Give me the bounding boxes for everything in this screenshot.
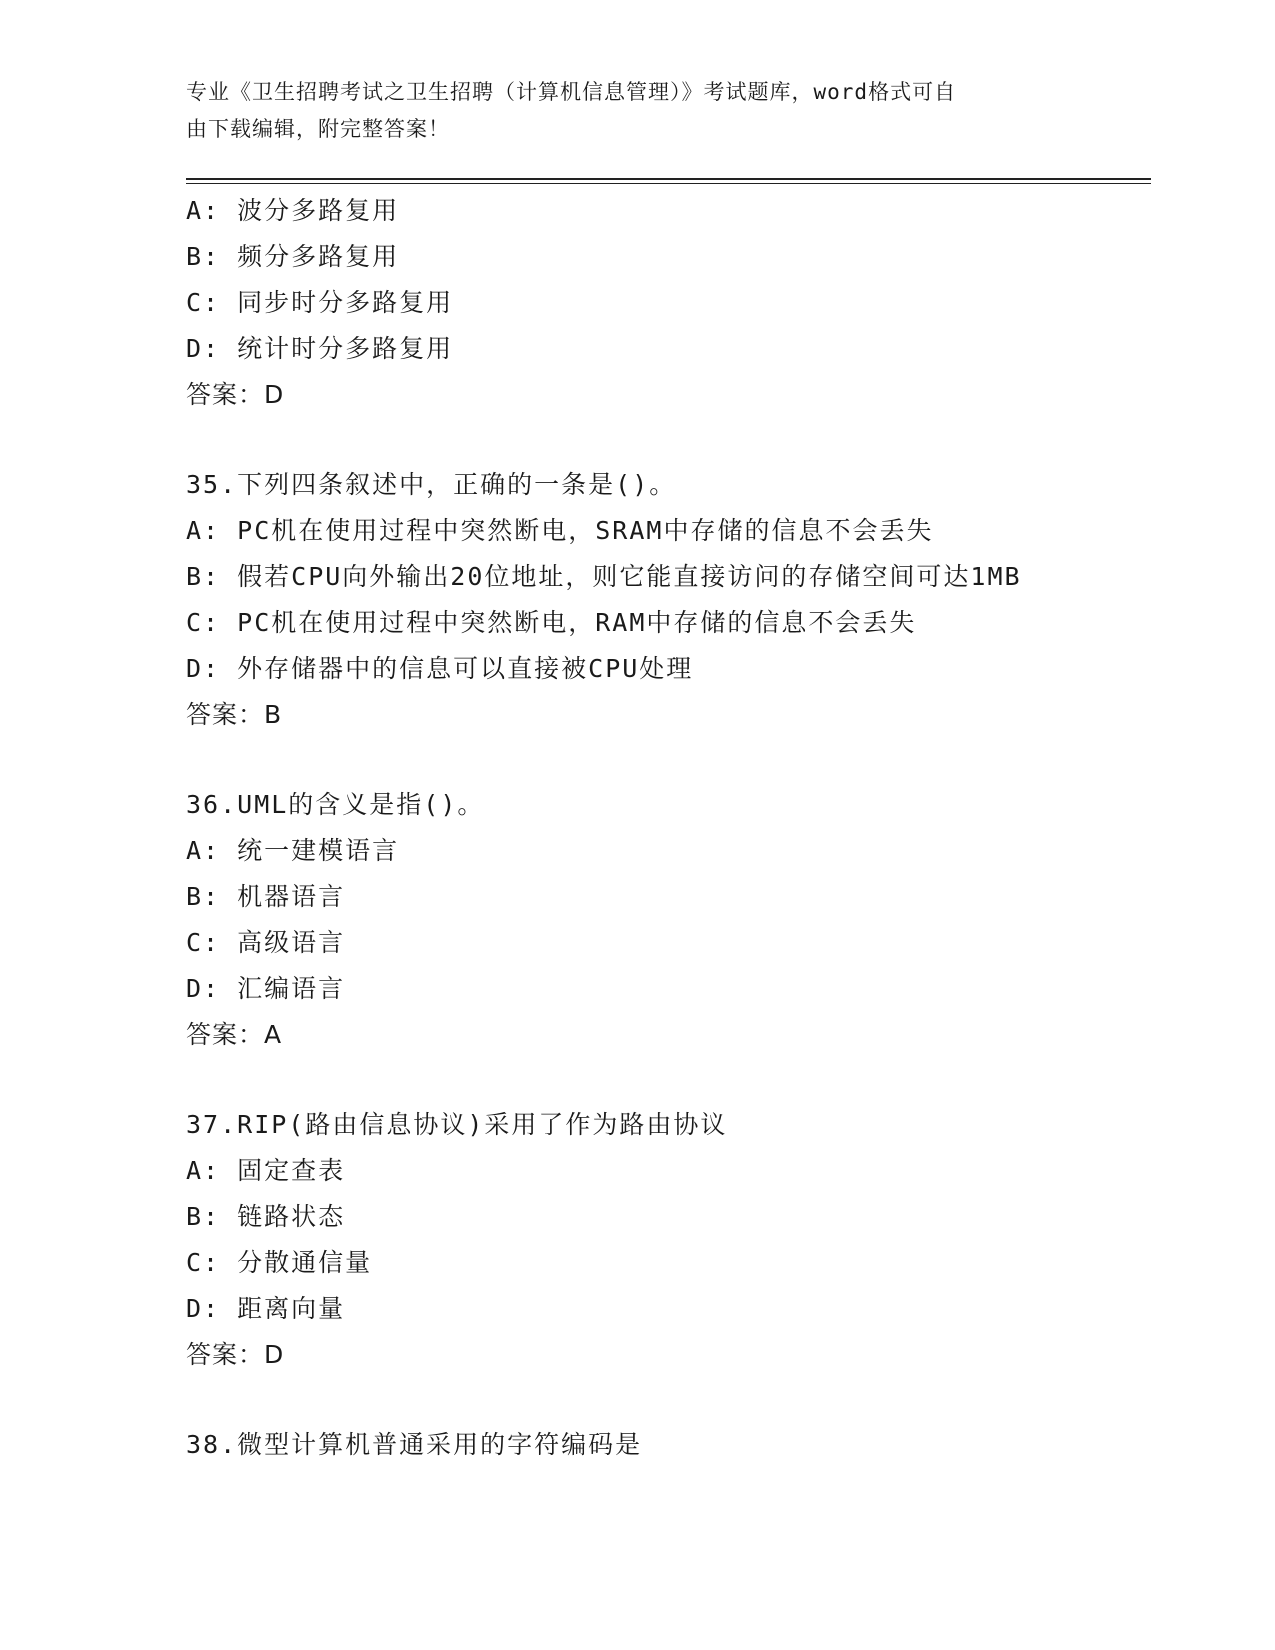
question-block-35 [186,462,1186,738]
option-d: D: 统计时分多路复用 [186,334,454,363]
spacer [186,1058,1186,1102]
spacer [186,418,1186,462]
question-block-37 [186,1102,1186,1378]
option-d: D: 外存储器中的信息可以直接被CPU处理 [186,654,694,683]
question-text: 37.RIP(路由信息协议)采用了作为路由协议 [186,1110,728,1139]
document-header [186,74,1086,148]
option-c: C: 高级语言 [186,928,346,957]
spacer [186,1378,1186,1422]
question-list [186,188,1186,1468]
option-b: B: 机器语言 [186,882,346,911]
answer: 答案：D [186,380,285,409]
option-b: B: 链路状态 [186,1202,346,1231]
option-c: C: 同步时分多路复用 [186,288,454,317]
option-b: B: 频分多路复用 [186,242,400,271]
question-text: 36.UML的含义是指()。 [186,790,485,819]
option-a: A: PC机在使用过程中突然断电，SRAM中存储的信息不会丢失 [186,516,934,545]
header-divider-thin [186,183,1151,184]
option-c: C: PC机在使用过程中突然断电，RAM中存储的信息不会丢失 [186,608,917,637]
header-line-1: 专业《卫生招聘考试之卫生招聘（计算机信息管理）》考试题库，word格式可自 [186,80,957,104]
question-block-38 [186,1422,1186,1468]
spacer [186,738,1186,782]
header-divider-thick [186,178,1151,180]
option-d: D: 距离向量 [186,1294,346,1323]
answer: 答案：B [186,700,283,729]
question-text: 38.微型计算机普通采用的字符编码是 [186,1430,643,1459]
header-line-2: 由下载编辑，附完整答案！ [186,117,450,141]
option-a: A: 固定查表 [186,1156,346,1185]
answer: 答案：D [186,1340,285,1369]
question-block-continued [186,188,1186,418]
option-b: B: 假若CPU向外输出20位地址，则它能直接访问的存储空间可达1MB [186,562,1022,591]
option-a: A: 波分多路复用 [186,196,400,225]
question-text: 35.下列四条叙述中，正确的一条是()。 [186,470,677,499]
option-c: C: 分散通信量 [186,1248,373,1277]
option-a: A: 统一建模语言 [186,836,400,865]
answer: 答案：A [186,1020,283,1049]
question-block-36 [186,782,1186,1058]
option-d: D: 汇编语言 [186,974,346,1003]
